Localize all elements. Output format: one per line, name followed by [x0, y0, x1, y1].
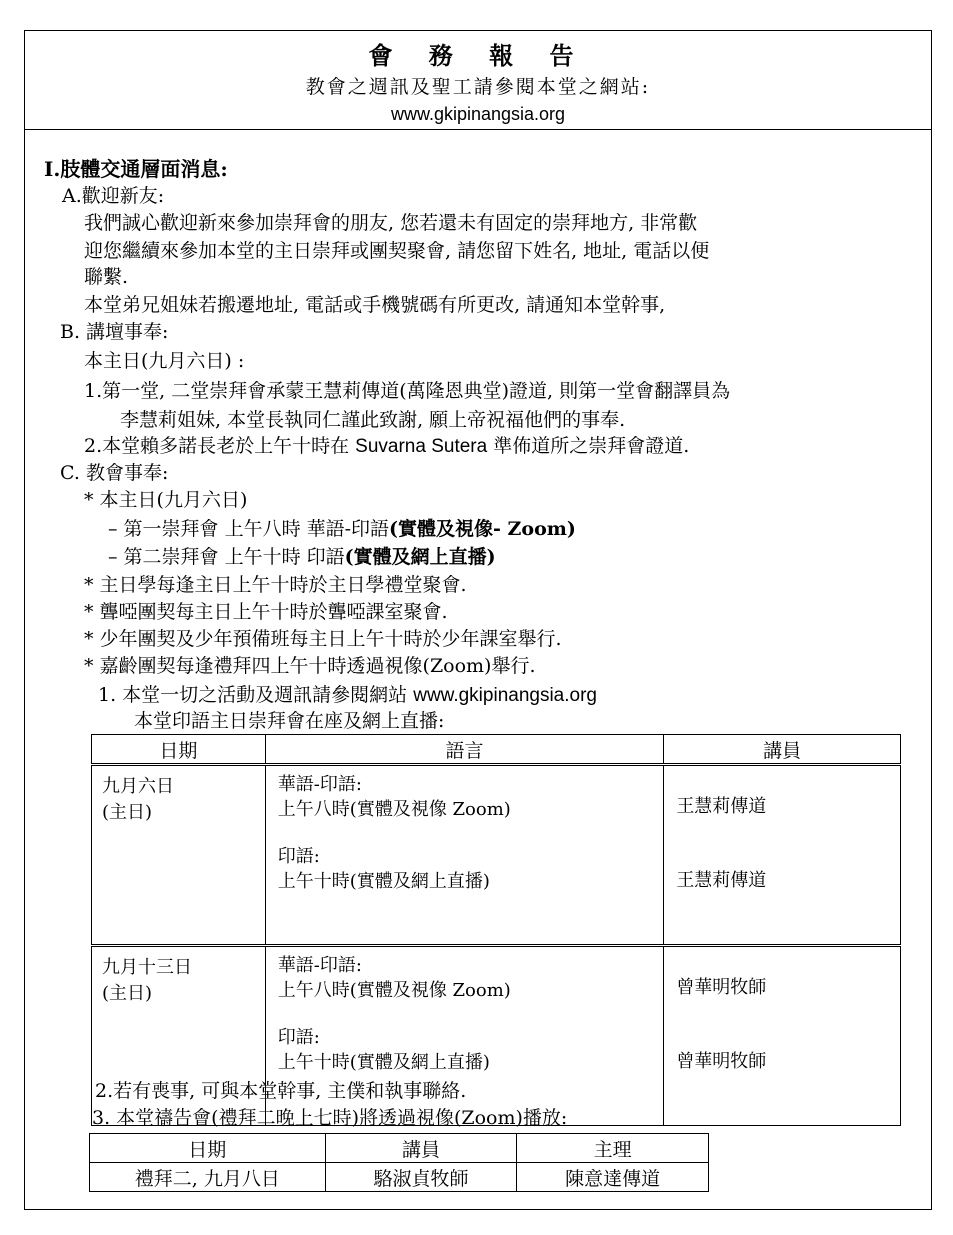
date-cell: 九月十三日 (主日) — [92, 946, 266, 1126]
section-heading: I.肢體交通層面消息: — [44, 157, 228, 181]
note-1-line-2: 本堂印語主日崇拜會在座及網上直播: — [134, 710, 445, 732]
prayer-date: 禮拜二, 九月八日 — [90, 1163, 326, 1192]
note-2: 2.若有喪事, 可與本堂幹事, 主僕和執事聯絡. — [95, 1080, 467, 1102]
header — [24, 30, 932, 130]
table-header-row — [90, 1134, 709, 1163]
service-2: – 第二崇拜會 上午十時 印語(實體及網上直播) — [108, 546, 496, 568]
speaker-cell: 曾華明牧師 曾華明牧師 — [664, 946, 901, 1126]
table-header-row — [92, 735, 901, 765]
schedule-table — [91, 734, 901, 1126]
table-row — [92, 765, 901, 946]
bullet-youth-fellowship: * 少年團契及少年預備班每主日上午十時於少年課室舉行. — [84, 628, 562, 650]
prayer-speaker: 駱淑貞牧師 — [325, 1163, 517, 1192]
note-1: 1. 本堂一切之活動及週訊請參閱網站 www.gkipinangsia.org — [98, 684, 597, 706]
section-a-label: A.歡迎新友: — [62, 185, 165, 207]
bullet-sunday-school: * 主日學每逢主日上午十時於主日學禮堂聚會. — [84, 574, 467, 596]
table-row — [90, 1163, 709, 1192]
pulpit-item-2: 2.本堂賴多諾長老於上午十時在 Suvarna Sutera 準佈道所之崇拜會證道. — [84, 435, 690, 457]
welcome-line-3: 聯繫. — [84, 266, 129, 288]
section-b-label: B. 講壇事奉: — [60, 321, 169, 343]
welcome-line-4: 本堂弟兄姐妹若搬遷地址, 電話或手機號碼有所更改, 請通知本堂幹事, — [84, 294, 666, 316]
welcome-line-2: 迎您繼續來參加本堂的主日崇拜或團契聚會, 請您留下姓名, 地址, 電話以便 — [84, 240, 710, 262]
welcome-line-1: 我們誠心歡迎新來參加崇拜會的朋友, 您若還未有固定的崇拜地方, 非常歡 — [84, 212, 698, 234]
service-1: – 第一崇拜會 上午八時 華語-印語(實體及視像- Zoom) — [108, 518, 576, 540]
header-date: 日期 — [92, 735, 266, 765]
website-url: www.gkipinangsia.org — [390, 104, 566, 124]
date-cell: 九月六日 (主日) — [92, 765, 266, 946]
header-language: 語言 — [265, 735, 664, 765]
language-cell: 華語-印語: 上午八時(實體及視像 Zoom) 印語: 上午十時(實體及網上直播) — [265, 946, 664, 1126]
page-subtitle: 教會之週訊及聖工請參閱本堂之網站: — [305, 76, 651, 98]
bullet-deaf-fellowship: * 聾啞團契每主日上午十時於聾啞課室聚會. — [84, 601, 448, 623]
pulpit-intro: 本主日(九月六日) : — [84, 350, 245, 372]
note-3: 3. 本堂禱告會(禮拜二晚上七時)將透過視像(Zoom)播放: — [92, 1107, 568, 1129]
prayer-table — [89, 1133, 709, 1192]
header-host: 主理 — [517, 1134, 709, 1163]
pulpit-item-1-line-2: 李慧莉姐妹, 本堂長執同仁謹此致謝, 願上帝祝福他們的事奉. — [120, 409, 626, 431]
section-c-label: C. 教會事奉: — [60, 462, 169, 484]
speaker-cell: 王慧莉傳道 王慧莉傳道 — [664, 765, 901, 946]
header-speaker: 講員 — [325, 1134, 517, 1163]
this-sunday: * 本主日(九月六日) — [84, 489, 248, 511]
page-title: 會 務 報 告 — [368, 41, 588, 70]
language-cell: 華語-印語: 上午八時(實體及視像 Zoom) 印語: 上午十時(實體及網上直播) — [265, 765, 664, 946]
bullet-senior-fellowship: * 嘉齡團契每逢禮拜四上午十時透過視像(Zoom)舉行. — [84, 655, 536, 677]
header-speaker: 講員 — [664, 735, 901, 765]
header-date: 日期 — [90, 1134, 326, 1163]
prayer-host: 陳意達傳道 — [517, 1163, 709, 1192]
pulpit-item-1-line-1: 1.第一堂, 二堂崇拜會承蒙王慧莉傳道(萬隆恩典堂)證道, 則第一堂會翻譯員為 — [84, 380, 731, 402]
